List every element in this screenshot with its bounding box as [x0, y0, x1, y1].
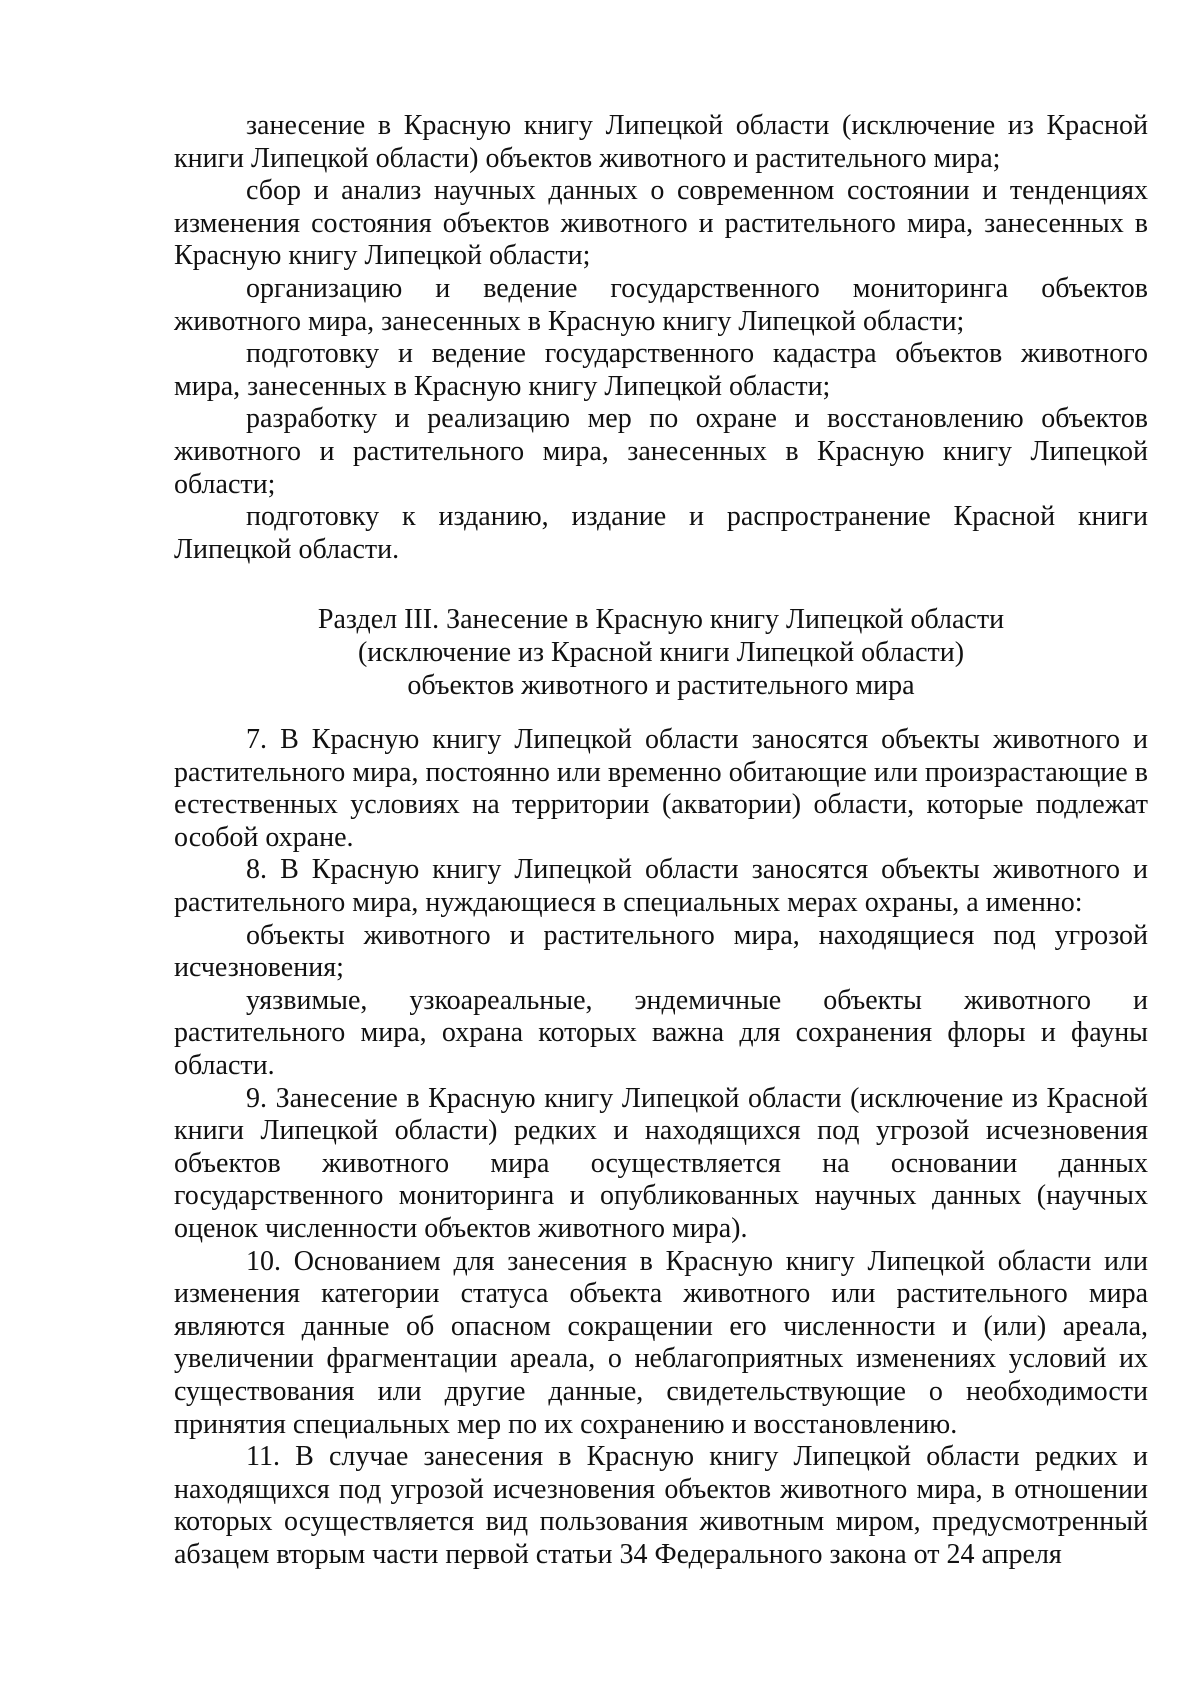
- paragraph-publication: подготовку к изданию, издание и распространение Красной книги Липецкой области.: [174, 501, 1148, 565]
- section-heading-line-1: Раздел III. Занесение в Красную книгу Липецкой области: [317, 604, 1005, 636]
- paragraph-protection-measures: разработку и реализацию мер по охране и восстановлению объектов животного и растительного мира, занесенных в Красную книгу Липецкой области;: [174, 403, 1148, 500]
- paragraph-item-7: 7. В Красную книгу Липецкой области заносятся объекты животного и растительного мира, постоянно или временно обитающие или произрастающие в естественных условиях на территории (акватории) области, которые подлежат особой охране.: [174, 724, 1148, 853]
- paragraph-item-8: 8. В Красную книгу Липецкой области заносятся объекты животного и растительного мира, нуждающиеся в специальных мерах охраны, а именно:: [174, 854, 1148, 919]
- section-heading-line-3: объектов животного и растительного мира: [407, 669, 915, 701]
- paragraph-item-8-vulnerable: уязвимые, узкоареальные, эндемичные объекты животного и растительного мира, охрана которых важна для сохранения флоры и фауны области.: [174, 984, 1148, 1082]
- paragraph-item-8-endangered: объекты животного и растительного мира, находящиеся под угрозой исчезновения;: [174, 919, 1148, 984]
- paragraph-cadastre: подготовку и ведение государственного кадастра объектов животного мира, занесенных в Красную книгу Липецкой области;: [174, 338, 1148, 402]
- paragraph-monitoring: организацию и ведение государственного мониторинга объектов животного мира, занесенных в Красную книгу Липецкой области;: [174, 272, 1148, 337]
- paragraph-red-book-listing: занесение в Красную книгу Липецкой области (исключение из Красной книги Липецкой области) объектов животного и растительного мира;: [174, 110, 1148, 174]
- section-heading: [174, 604, 1148, 702]
- paragraph-item-11: 11. В случае занесения в Красную книгу Липецкой области редких и находящихся под угрозой исчезновения объектов животного мира, в отношении которых осуществляется вид пользования животным миром, предусмотренный абзацем вторым части первой статьи 34 Федерального закона от 24 апреля: [174, 1441, 1148, 1570]
- paragraph-item-10: 10. Основанием для занесения в Красную книгу Липецкой области или изменения категории статуса объекта животного или растительного мира являются данные об опасном сокращении его численности и (или) ареала, увеличении фрагментации ареала, о неблагоприятных изменениях условий их существования или другие данные, свидетельствующие о необходимости принятия специальных мер по их сохранению и восстановлению.: [174, 1245, 1148, 1440]
- section-heading-line-2: (исключение из Красной книги Липецкой области): [357, 636, 965, 668]
- paragraph-data-collection: сбор и анализ научных данных о современном состоянии и тенденциях изменения состояния объектов животного и растительного мира, занесенных в Красную книгу Липецкой области;: [174, 175, 1148, 272]
- spacer: [174, 566, 1148, 584]
- paragraph-item-9: 9. Занесение в Красную книгу Липецкой области (исключение из Красной книги Липецкой области) редких и находящихся под угрозой исчезновения объектов животного мира осуществляется на основании данных государственного мониторинга и опубликованных научных данных (научных оценок численности объектов животного мира).: [174, 1082, 1148, 1244]
- document-body: [174, 110, 1148, 1572]
